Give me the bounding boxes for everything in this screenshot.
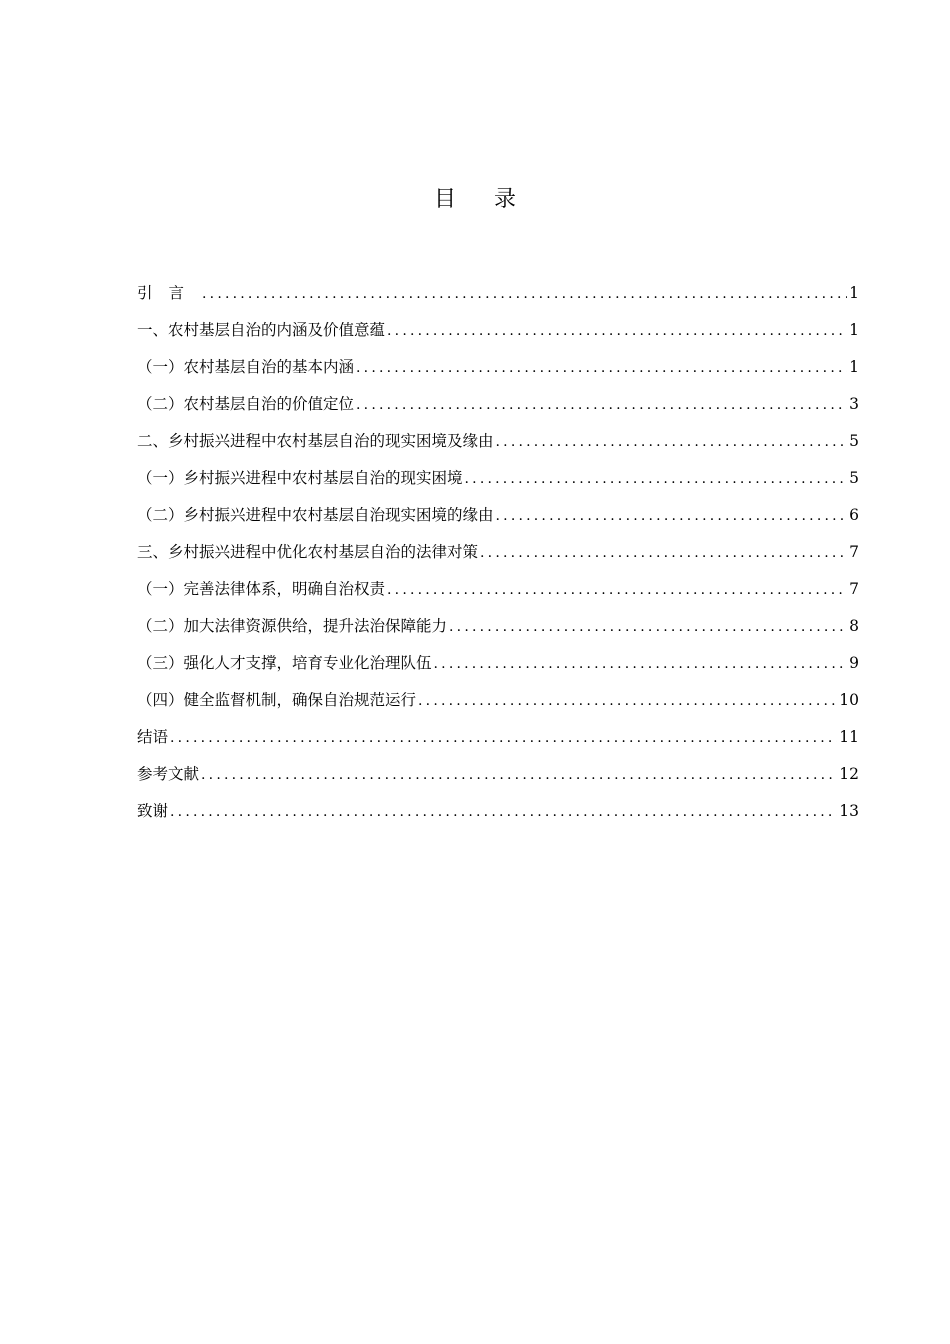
toc-entry[interactable]: [137, 650, 859, 687]
toc-entry-label: （一）乡村振兴进程中农村基层自治的现实困境: [137, 469, 463, 487]
toc-entry-page: 5: [849, 432, 859, 450]
toc-entry-label: （二）加大法律资源供给，提升法治保障能力: [137, 617, 448, 635]
page-title: 目录: [433, 187, 554, 212]
toc-entry-label: 引言: [137, 284, 201, 302]
toc-entry-label: 参考文献: [137, 765, 200, 783]
toc-leader-dots: [202, 281, 847, 307]
toc-entry-page: 7: [849, 580, 859, 598]
toc-entry-page: 6: [849, 506, 859, 524]
toc-entry-page: 10: [839, 691, 859, 709]
toc-leader-dots: [356, 392, 847, 418]
toc-entry[interactable]: [137, 539, 859, 576]
toc-entry-page: 12: [839, 765, 859, 783]
toc-entry-page: 13: [839, 802, 859, 820]
toc-entry[interactable]: [137, 724, 859, 761]
toc-entry-label: （二）乡村振兴进程中农村基层自治现实困境的缘由: [137, 506, 494, 524]
toc-leader-dots: [480, 540, 847, 566]
toc-entry-page: 1: [849, 321, 859, 339]
toc-entry-label: （三）强化人才支撑，培育专业化治理队伍: [137, 654, 432, 672]
toc-entry[interactable]: [137, 391, 859, 428]
toc-entry-page: 5: [849, 469, 859, 487]
toc-entry[interactable]: [137, 798, 859, 835]
toc-leader-dots: [465, 466, 848, 492]
toc-leader-dots: [418, 688, 837, 714]
toc-entry[interactable]: [137, 428, 859, 465]
toc-entry[interactable]: [137, 317, 859, 354]
toc-leader-dots: [496, 503, 848, 529]
toc-entry-label: 结语: [137, 728, 169, 746]
toc-leader-dots: [170, 799, 837, 825]
toc-entry[interactable]: [137, 687, 859, 724]
toc-leader-dots: [496, 429, 848, 455]
toc-leader-dots: [201, 762, 837, 788]
toc-entry-page: 1: [849, 284, 859, 302]
toc-leader-dots: [356, 355, 847, 381]
toc-leader-dots: [387, 577, 847, 603]
toc-entry[interactable]: [137, 465, 859, 502]
toc-entry-intro[interactable]: [137, 280, 859, 317]
toc-entry-page: 11: [839, 728, 859, 746]
toc-entry-page: 7: [849, 543, 859, 561]
toc-entry[interactable]: [137, 613, 859, 650]
toc-leader-dots: [387, 318, 847, 344]
toc-entry-page: 9: [849, 654, 859, 672]
toc-leader-dots: [434, 651, 848, 677]
toc-leader-dots: [170, 725, 837, 751]
toc-entry[interactable]: [137, 576, 859, 613]
toc-entry[interactable]: [137, 502, 859, 539]
toc-entry-page: 3: [849, 395, 859, 413]
toc-entry-label: 二、乡村振兴进程中农村基层自治的现实困境及缘由: [137, 432, 494, 450]
toc-entry-label: （四）健全监督机制，确保自治规范运行: [137, 691, 417, 709]
toc-entry-label: 三、乡村振兴进程中优化农村基层自治的法律对策: [137, 543, 479, 561]
toc-entry-label: （一）农村基层自治的基本内涵: [137, 358, 355, 376]
toc-leader-dots: [449, 614, 847, 640]
toc-entry-label: 致谢: [137, 802, 169, 820]
toc-entry-page: 1: [849, 358, 859, 376]
toc-entry-label: 一、农村基层自治的内涵及价值意蕴: [137, 321, 386, 339]
table-of-contents: [137, 280, 859, 835]
toc-entry-label: （一）完善法律体系，明确自治权责: [137, 580, 386, 598]
toc-entry-page: 8: [849, 617, 859, 635]
toc-entry-label: （二）农村基层自治的价值定位: [137, 395, 355, 413]
toc-entry[interactable]: [137, 354, 859, 391]
toc-entry[interactable]: [137, 761, 859, 798]
